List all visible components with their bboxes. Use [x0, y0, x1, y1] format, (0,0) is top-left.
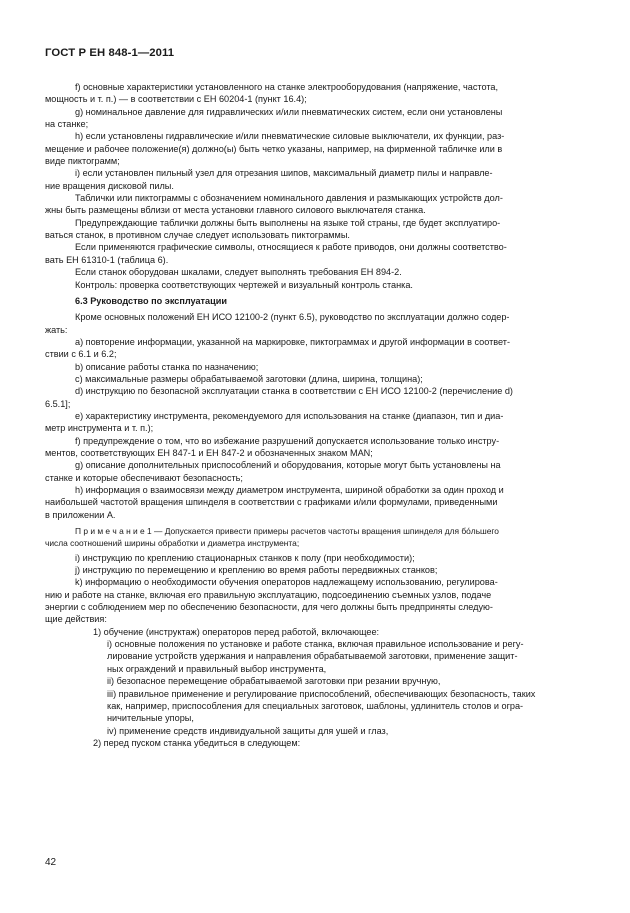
text-line: Контроль: проверка соответствующих чертежей и визуальный контроль станка. [75, 279, 413, 290]
page-number: 42 [45, 857, 57, 868]
text-line: f) основные характеристики установленного на станке электрооборудования (напряжение, частота, [75, 82, 499, 92]
text-line: на станке; [45, 119, 89, 130]
text-line: виде пиктограмм; [45, 156, 120, 167]
text-line: ничительные упоры, [107, 713, 194, 724]
text-line: iii) правильное применение и регулирование приспособлений, обеспечивающих безопасность, таких [107, 688, 536, 699]
text-line: жны быть размещены вблизи от места установки главного силового выключателя станка. [45, 205, 426, 216]
note-line: числа соотношений ширины обработки и диаметра инструмента; [45, 538, 300, 549]
text-line: станке и которые обеспечивают безопасность; [45, 472, 243, 483]
text-line: 2) перед пуском станка убедиться в следующем: [93, 737, 301, 748]
text-line: 1) обучение (инструктаж) операторов перед работой, включающее: [93, 626, 380, 637]
text-line: a) повторение информации, указанной на маркировке, пиктограммах и другой информации в соответ- [75, 336, 510, 347]
text-line: жать: [45, 324, 68, 335]
text-line: iv) применение средств индивидуальной защиты для ушей и глаз, [107, 725, 389, 736]
text-line: мощность и т. п.) — в соответствии с ЕН 60204-1 (пункт 16.4); [45, 94, 307, 105]
text-line: в приложении А. [45, 509, 116, 520]
text-line: i) основные положения по установке и работе станка, включая правильное использование и регу- [107, 639, 524, 650]
document-header: ГОСТ Р ЕН 848-1—2011 [45, 47, 175, 59]
text-line: i) инструкцию по креплению стационарных станков к полу (при необходимости); [75, 552, 415, 563]
text-line: g) описание дополнительных приспособлений и оборудования, которые могут быть установлены на [75, 460, 501, 471]
text-line: h) информация о взаимосвязи между диаметром инструмента, шириной обработки за один проход и [75, 485, 504, 495]
text-line: c) максимальные размеры обрабатываемой заготовки (длина, ширина, толщина); [75, 373, 423, 384]
text-line: ментов, соответствующих ЕН 847-1 и ЕН 847-2 и обозначенных знаком MAN; [45, 447, 373, 458]
text-line: d) инструкцию по безопасной эксплуатации станка в соответствии с ЕН ИСО 12100-2 (перечисление d) [75, 386, 513, 397]
text-line: 6.5.1]; [45, 398, 71, 409]
text-line: g) номинальное давление для гидравлических и/или пневматических систем, если они установлены [75, 106, 503, 117]
text-line: лирование устройств удержания и направления обрабатываемой заготовки, применение защит- [107, 651, 518, 662]
text-line: h) если установлены гидравлические и/или пневматические силовые выключатели, их функции, раз- [75, 131, 505, 142]
text-line: метр инструмента и т. п.); [45, 423, 154, 434]
text-line: нию и работе на станке, включая его правильную эксплуатацию, подсоединению съемных узлов, подаче [45, 589, 492, 600]
text-line: ных ограждений и правильный выбор инструмента, [107, 663, 327, 674]
text-line: f) предупреждение о том, что во избежание разрушений допускается использование только инстру- [75, 435, 500, 446]
text-line: Если применяются графические символы, относящиеся к работе приводов, они должны соответство- [75, 242, 507, 253]
text-line: e) характеристику инструмента, рекомендуемого для использования на станке (диапазон, тип и диа- [75, 410, 504, 421]
text-line: ствии с 6.1 и 6.2; [45, 349, 117, 360]
text-line: i) если установлен пильный узел для отрезания шипов, максимальный диаметр пилы и направле- [75, 168, 493, 179]
document-body [45, 81, 587, 749]
note-line: П р и м е ч а н и е 1 — Допускается привести примеры расчетов частоты вращения шпинделя для бо́льшего [75, 526, 499, 537]
text-line: энергии с соблюдением мер по обеспечению безопасности, для чего должны быть предприняты следую- [45, 602, 493, 613]
text-line: как, например, приспособления для специальных заготовок, шаблоны, удлинитель столов и огра- [107, 700, 524, 711]
text-line: ii) безопасное перемещение обрабатываемой заготовки при резании вручную, [107, 676, 441, 687]
text-line: k) информацию о необходимости обучения операторов надлежащему использованию, регулирова- [75, 577, 498, 588]
text-line: j) инструкцию по перемещению и креплению во время работы передвижных станков; [75, 565, 438, 576]
text-line: b) описание работы станка по назначению; [75, 361, 259, 372]
text-line: ваться станок, в противном случае следует использовать пиктограммы. [45, 230, 350, 241]
text-line: щие действия: [45, 614, 107, 625]
text-line: вать ЕН 61310-1 (таблица 6). [45, 254, 169, 265]
text-line: наибольшей частотой вращения шпинделя в соответствии с графиками и/или формулами, приведенными [45, 497, 498, 508]
section-heading: 6.3 Руководство по эксплуатации [75, 295, 227, 306]
text-line: Кроме основных положений ЕН ИСО 12100-2 (пункт 6.5), руководство по эксплуатации должно содер- [75, 312, 510, 323]
text-line: мещение и рабочее положение(я) должно(ы) быть четко указаны, например, на фирменной табличке или в [45, 143, 503, 154]
text-line: ние вращения дисковой пилы. [45, 180, 174, 191]
text-line: Предупреждающие таблички должны быть выполнены на языке той страны, где будет эксплуатиро- [75, 217, 501, 228]
text-line: Таблички или пиктограммы с обозначением номинального давления и размыкающих устройств дол- [75, 193, 503, 204]
text-line: Если станок оборудован шкалами, следует выполнять требования ЕН 894-2. [75, 267, 402, 278]
